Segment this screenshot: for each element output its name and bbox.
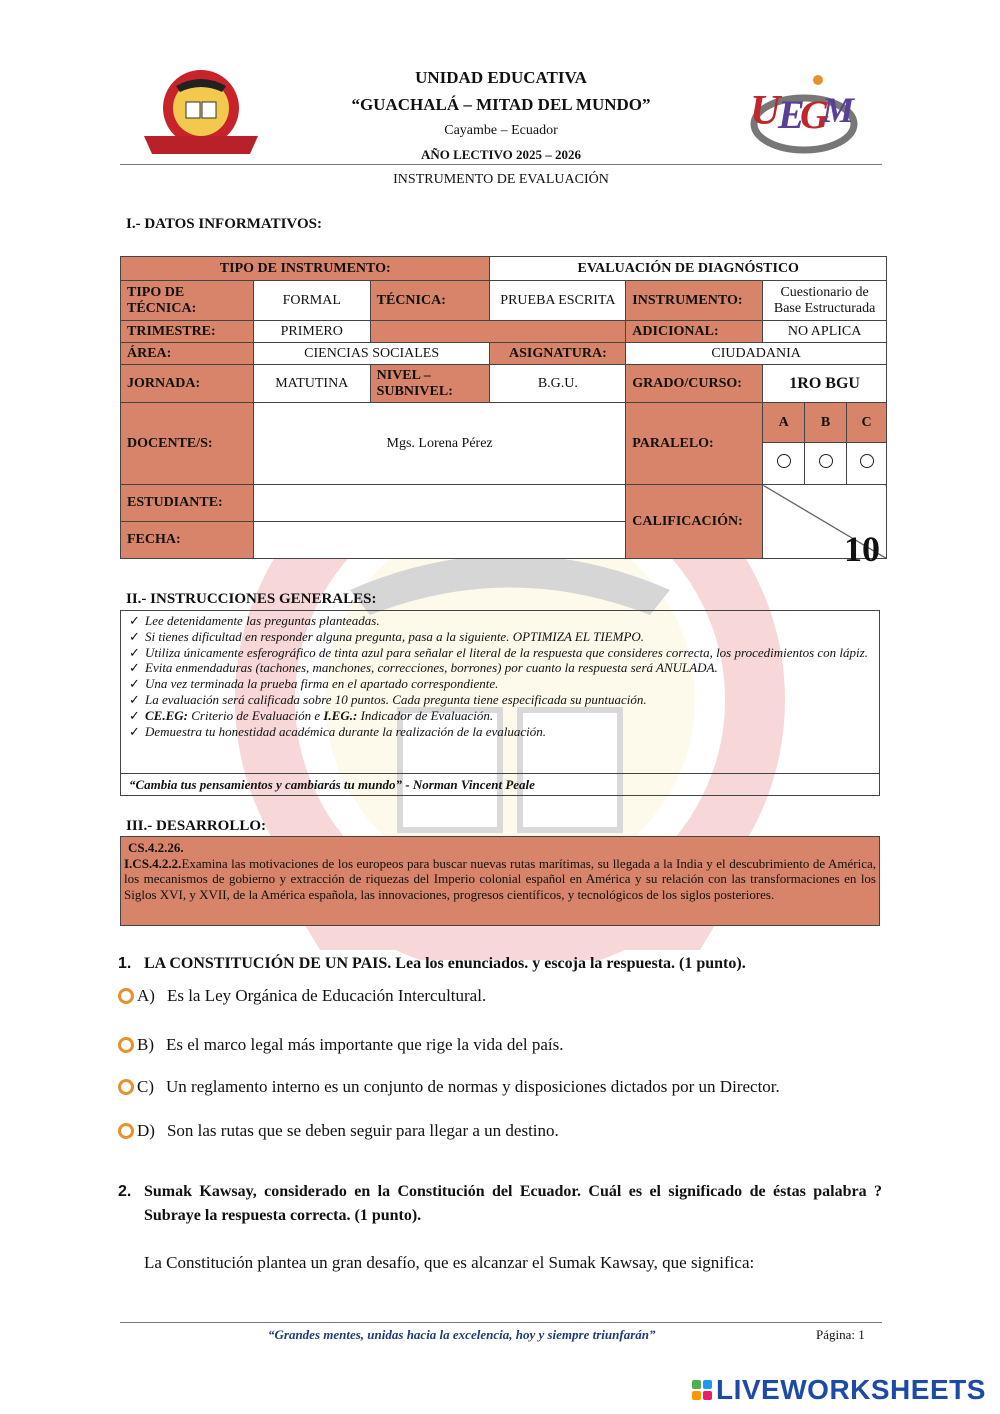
school-year: AÑO LECTIVO 2025 – 2026 xyxy=(420,147,582,162)
school-location: Cayambe – Ecuador xyxy=(444,123,558,138)
tipo-tecnica-label: TIPO DE TÉCNICA: xyxy=(121,281,254,321)
option-c-radio[interactable] xyxy=(118,1079,134,1095)
question-2-number: 2. xyxy=(118,1183,132,1200)
option-c-letter: C) xyxy=(137,1077,154,1096)
trimestre-label: TRIMESTRE: xyxy=(121,321,254,343)
paralelo-option-a[interactable] xyxy=(763,443,805,485)
instruction-item xyxy=(129,676,873,692)
question-1-text: LA CONSTITUCIÓN DE UN PAIS. Lea los enunciados. y escoja la respuesta. (1 punto). xyxy=(144,955,746,972)
option-a-radio[interactable] xyxy=(118,988,134,1004)
paralelo-option-b-label: B xyxy=(805,403,847,443)
calificacion-value: 10 xyxy=(763,485,887,559)
trimestre-value: PRIMERO xyxy=(253,321,370,343)
checkmark-icon: ✓ xyxy=(129,644,140,660)
svg-text:M: M xyxy=(822,90,855,130)
paralelo-c-radio[interactable] xyxy=(860,454,874,468)
option-d-text: Son las rutas que se deben seguir para llegar a un destino. xyxy=(166,1121,559,1140)
question-1-option-b[interactable] xyxy=(118,1035,563,1055)
instrumento-label: INSTRUMENTO: xyxy=(626,281,763,321)
checkmark-icon: ✓ xyxy=(129,660,140,676)
criteria-description: Examina las motivaciones de los europeos para buscar nuevas rutas marítimas, su llegada a la India y el descubrimiento de América, los mecanismos de gobierno y extracción de riquezas del Imperio colonial español en América y su relación con las transformaciones en los Siglos XVI, y XVII, de la América española, las innovaciones, progresos científicos, y tecnológicos de los siglos posteriores. xyxy=(124,855,876,902)
checkmark-icon: ✓ xyxy=(129,723,140,739)
option-a-text: Es la Ley Orgánica de Educación Intercultural. xyxy=(166,986,487,1005)
option-b-letter: B) xyxy=(137,1035,154,1054)
nivel-label: NIVEL – SUBNIVEL: xyxy=(370,365,490,403)
checkmark-icon: ✓ xyxy=(129,691,140,707)
nivel-value: B.G.U. xyxy=(490,365,626,403)
instrumento-value: Cuestionario de Base Estructurada xyxy=(763,281,887,321)
instruction-bold-term: I.EG.: xyxy=(323,707,358,723)
instruction-text: Una vez terminada la prueba firma en el apartado correspondiente. xyxy=(145,676,499,692)
adicional-value: NO APLICA xyxy=(763,321,887,343)
option-a-letter: A) xyxy=(137,986,155,1005)
liveworksheets-text: LIVEWORKSHEETS xyxy=(716,1374,986,1405)
paralelo-option-c[interactable] xyxy=(847,443,887,485)
instruction-item xyxy=(129,629,873,645)
option-d-radio[interactable] xyxy=(118,1123,134,1139)
liveworksheets-brand[interactable] xyxy=(692,1374,986,1406)
paralelo-a-radio[interactable] xyxy=(777,454,791,468)
asignatura-value: CIUDADANIA xyxy=(626,343,887,365)
svg-text:G: G xyxy=(800,92,829,137)
school-name-line2: “GUACHALÁ – MITAD DEL MUNDO” xyxy=(351,95,651,114)
paralelo-option-b[interactable] xyxy=(805,443,847,485)
instruction-item xyxy=(129,613,873,629)
checkmark-icon: ✓ xyxy=(129,628,140,644)
jornada-label: JORNADA: xyxy=(121,365,254,403)
school-name-line1: UNIDAD EDUCATIVA xyxy=(415,68,587,87)
tipo-instrumento-label: TIPO DE INSTRUMENTO: xyxy=(121,257,490,281)
paralelo-b-radio[interactable] xyxy=(819,454,833,468)
calificacion-label: CALIFICACIÓN: xyxy=(626,485,763,559)
question-1-option-a[interactable] xyxy=(118,986,486,1006)
question-2-title xyxy=(118,1180,882,1228)
checkmark-icon: ✓ xyxy=(129,707,140,723)
question-1-option-d[interactable] xyxy=(118,1121,559,1141)
section-3-title: III.- DESARROLLO: xyxy=(126,818,267,834)
instruction-item xyxy=(129,692,873,708)
footer-divider xyxy=(120,1322,882,1323)
tipo-instrumento-value: EVALUACIÓN DE DIAGNÓSTICO xyxy=(490,257,887,281)
tecnica-value: PRUEBA ESCRITA xyxy=(490,281,626,321)
instructions-box xyxy=(120,610,880,774)
docente-label: DOCENTE/S: xyxy=(121,403,254,485)
paralelo-option-c-label: C xyxy=(847,403,887,443)
instruction-item xyxy=(129,645,873,661)
instruction-text: Criterio de Evaluación e xyxy=(187,707,324,723)
option-c-text: Un reglamento interno es un conjunto de normas y disposiciones dictados por un Director. xyxy=(166,1077,780,1096)
question-2-statement: La Constitución plantea un gran desafío, que es alcanzar el Sumak Kawsay, que significa: xyxy=(144,1253,755,1272)
paralelo-option-a-label: A xyxy=(763,403,805,443)
docente-value: Mgs. Lorena Pérez xyxy=(253,403,625,485)
paralelo-label: PARALELO: xyxy=(626,403,763,485)
question-1-number: 1. xyxy=(118,955,132,972)
instruction-text: Si tienes dificultad en responder alguna pregunta, pasa a la siguiente. OPTIMIZA EL TIEMPO. xyxy=(145,628,645,644)
checkmark-icon: ✓ xyxy=(129,613,140,628)
instruction-item xyxy=(129,660,873,676)
criteria-code: CS.4.2.26. xyxy=(128,840,184,855)
area-label: ÁREA: xyxy=(121,343,254,365)
asignatura-label: ASIGNATURA: xyxy=(490,343,626,365)
liveworksheets-logo-icon xyxy=(692,1380,712,1400)
question-1-title xyxy=(118,952,882,976)
question-2-text: Sumak Kawsay, considerado en la Constitución del Ecuador. Cuál es el significado de éstas palabra ? Subraye la respuesta correcta. (1 punto). xyxy=(144,1183,882,1224)
instruction-item xyxy=(129,724,873,740)
area-value: CIENCIAS SOCIALES xyxy=(253,343,490,365)
instructions-quote: “Cambia tus pensamientos y cambiarás tu mundo” - Norman Vincent Peale xyxy=(120,774,880,796)
instrument-caption: INSTRUMENTO DE EVALUACIÓN xyxy=(393,172,609,187)
option-b-text: Es el marco legal más importante que rige la vida del país. xyxy=(166,1035,564,1054)
question-1-option-c[interactable] xyxy=(118,1077,780,1097)
estudiante-field[interactable] xyxy=(253,485,625,522)
instructions-list xyxy=(121,613,879,739)
instruction-text: La evaluación será calificada sobre 10 puntos. Cada pregunta tiene especificada su puntuación. xyxy=(145,691,647,707)
adicional-label: ADICIONAL: xyxy=(626,321,763,343)
indicator-code: I.CS.4.2.2. xyxy=(124,855,182,871)
instruction-text: Utiliza únicamente esferográfico de tinta azul para señalar el literal de la respuesta que consideres correcta, los procedimientos con lápiz. xyxy=(145,644,868,660)
checkmark-icon: ✓ xyxy=(129,676,140,692)
trimestre-filler xyxy=(370,321,626,343)
info-table xyxy=(120,256,887,569)
fecha-field[interactable] xyxy=(253,522,625,559)
option-d-letter: D) xyxy=(137,1121,155,1140)
section-2-title: II.- INSTRUCCIONES GENERALES: xyxy=(126,591,377,607)
page-number: Página: 1 xyxy=(816,1327,865,1342)
tipo-tecnica-value: FORMAL xyxy=(253,281,370,321)
grado-value: 1RO BGU xyxy=(763,365,887,403)
estudiante-label: ESTUDIANTE: xyxy=(121,485,254,522)
section-1-title: I.- DATOS INFORMATIVOS: xyxy=(126,216,322,232)
development-criteria-box xyxy=(120,836,880,926)
svg-text:U: U xyxy=(750,88,781,134)
tecnica-label: TÉCNICA: xyxy=(370,281,490,321)
fecha-label: FECHA: xyxy=(121,522,254,559)
footer-quote: “Grandes mentes, unidas hacia la excelencia, hoy y siempre triunfarán” xyxy=(268,1327,656,1342)
jornada-value: MATUTINA xyxy=(253,365,370,403)
header-divider xyxy=(120,164,882,165)
option-b-radio[interactable] xyxy=(118,1037,134,1053)
grado-label: GRADO/CURSO: xyxy=(626,365,763,403)
instruction-text: Evita enmendaduras (tachones, manchones, correcciones, borrones) por cuanto la respuesta será ANULADA. xyxy=(145,660,718,676)
instruction-text: Indicador de Evaluación. xyxy=(357,707,494,723)
instruction-text: Demuestra tu honestidad académica durante la realización de la evaluación. xyxy=(145,723,547,739)
instruction-bold-term: CE.EG: xyxy=(145,707,188,723)
instruction-item xyxy=(129,708,873,724)
svg-text:E: E xyxy=(778,92,805,137)
instruction-text: Lee detenidamente las preguntas planteadas. xyxy=(145,613,380,628)
